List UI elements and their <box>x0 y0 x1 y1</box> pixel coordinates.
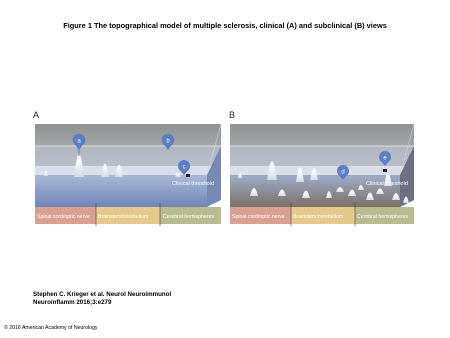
figure-title: Figure 1 The topographical model of multiple sclerosis, clinical (A) and subclinical (B) views <box>63 21 387 30</box>
region-label: Cerebral hemispheres <box>357 214 409 220</box>
marker-label: c <box>182 164 186 171</box>
marker-label: d <box>341 169 345 176</box>
citation-line-2: Neuroinflamm 2016;3:e279 <box>33 299 112 307</box>
region-label: Cerebral hemispheres <box>163 214 215 220</box>
panel-b-diagram <box>230 124 414 226</box>
threshold-label: Clinical threshold <box>172 181 214 187</box>
citation <box>33 291 171 308</box>
panel-a-diagram <box>35 124 221 226</box>
citation-line-1: Stephen C. Krieger et al. Neurol Neuroimmunol <box>33 291 172 298</box>
region-label: Spinal cord/optic nerve <box>37 214 90 220</box>
panel-letter-b: B <box>229 110 236 120</box>
marker-label: b <box>166 138 170 145</box>
copyright-notice: © 2016 American Academy of Neurology <box>4 325 98 331</box>
region-label: Spinal cord/optic nerve <box>232 214 285 220</box>
marker-label: a <box>77 138 81 145</box>
threshold-label: Clinical threshold <box>366 181 408 187</box>
subthreshold-volume <box>35 175 207 207</box>
region-label: Brainstem/cerebellum <box>293 214 344 220</box>
region-label: Brainstem/cerebellum <box>98 214 149 220</box>
marker-label: e <box>383 155 387 162</box>
threshold-plane <box>35 146 221 175</box>
panel-letter-a: A <box>33 110 40 120</box>
